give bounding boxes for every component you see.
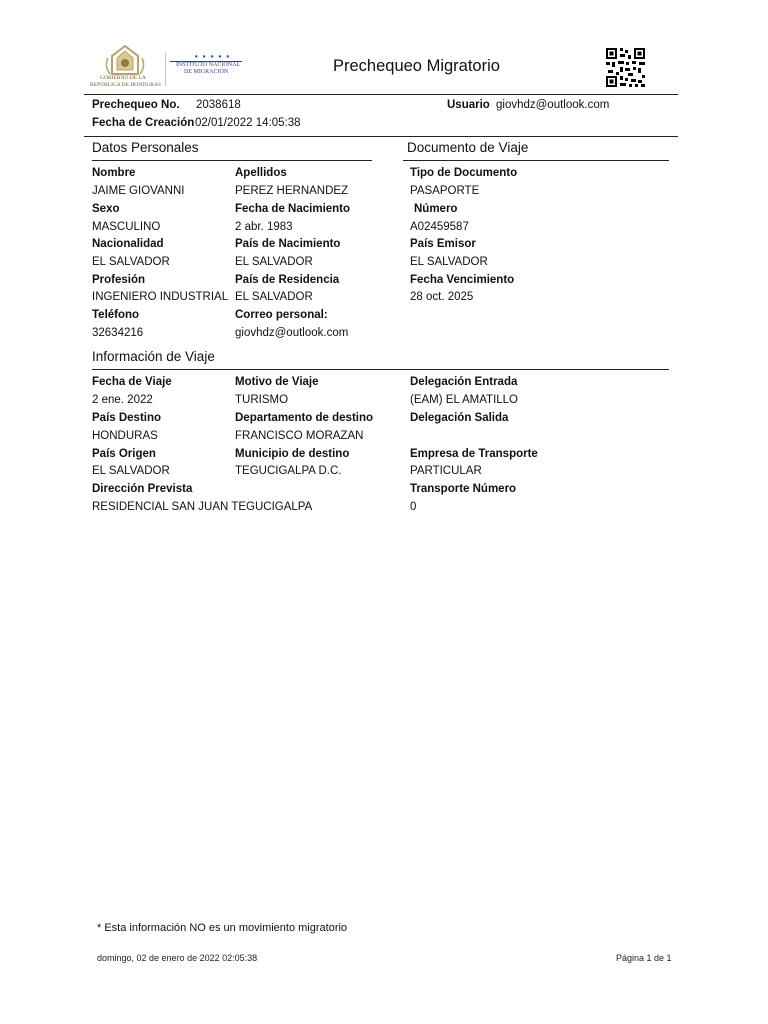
disclaimer-note: * Esta información NO es un movimiento migratorio (97, 922, 348, 934)
departamento-value: FRANCISCO MORAZAN (235, 430, 364, 442)
profesion-value: INGENIERO INDUSTRIAL (92, 291, 229, 303)
empresa-value: PARTICULAR (410, 465, 482, 477)
pais-origen-label: País Origen (92, 448, 156, 460)
nacimiento-label: Fecha de Nacimiento (235, 203, 351, 215)
nacionalidad-value: EL SALVADOR (92, 256, 170, 268)
travel-section-rule (92, 369, 669, 370)
entrada-value: (EAM) EL AMATILLO (410, 394, 518, 406)
pais-emisor-label: País Emisor (410, 238, 476, 250)
correo-value: giovhdz@outlook.com (235, 327, 349, 339)
profesion-label: Profesión (92, 274, 146, 286)
vencimiento-label: Fecha Vencimiento (410, 274, 515, 286)
sexo-value: MASCULINO (92, 221, 161, 233)
motivo-label: Motivo de Viaje (235, 376, 319, 388)
nombre-value: JAIME GIOVANNI (92, 185, 185, 197)
gov-logo-text-1: GOBIERNO DE LA (100, 75, 146, 81)
travel-section-title: Información de Viaje (92, 349, 215, 364)
personal-section-title: Datos Personales (92, 140, 199, 155)
page-title: Prechequeo Migratorio (333, 57, 500, 75)
inm-logo-text-1: INSTITUTO NACIONAL (176, 62, 241, 68)
apellidos-label: Apellidos (235, 167, 287, 179)
personal-section-rule (92, 160, 372, 161)
fecha-viaje-label: Fecha de Viaje (92, 376, 172, 388)
pais-destino-value: HONDURAS (92, 430, 158, 442)
motivo-value: TURISMO (235, 394, 289, 406)
apellidos-value: PEREZ HERNANDEZ (235, 185, 349, 197)
salida-label: Delegación Salida (410, 412, 509, 424)
user-value: giovhdz@outlook.com (496, 99, 610, 111)
pais-residencia-label: País de Residencia (235, 274, 340, 286)
footer-page-number: Página 1 de 1 (616, 953, 672, 963)
pais-emisor-value: EL SALVADOR (410, 256, 488, 268)
stars-icon: ★ ★ ★ ★ ★ (194, 54, 231, 60)
empresa-label: Empresa de Transporte (410, 448, 538, 460)
nombre-label: Nombre (92, 167, 136, 179)
municipio-value: TEGUCIGALPA D.C. (235, 465, 342, 477)
document-section-title: Documento de Viaje (407, 140, 529, 155)
numero-label: Número (414, 203, 458, 215)
nacimiento-value: 2 abr. 1983 (235, 221, 293, 233)
transporte-label: Transporte Número (410, 483, 517, 495)
departamento-label: Departamento de destino (235, 412, 374, 424)
correo-label: Correo personal: (235, 309, 328, 321)
qr-code-icon (606, 48, 645, 87)
footer-timestamp: domingo, 02 de enero de 2022 02:05:38 (97, 953, 258, 963)
telefono-label: Teléfono (92, 309, 140, 321)
header-rule (84, 94, 678, 95)
pais-nacimiento-value: EL SALVADOR (235, 256, 313, 268)
created-value: 02/01/2022 14:05:38 (195, 117, 301, 129)
logo-divider (165, 52, 166, 86)
precheck-label: Prechequeo No. (92, 99, 180, 111)
document-section-rule (403, 160, 669, 161)
municipio-label: Municipio de destino (235, 448, 350, 460)
precheck-value: 2038618 (196, 99, 241, 111)
created-label: Fecha de Creación (92, 117, 195, 129)
nacionalidad-label: Nacionalidad (92, 238, 164, 250)
tipo-documento-value: PASAPORTE (410, 185, 480, 197)
pais-destino-label: País Destino (92, 412, 162, 424)
transporte-value: 0 (410, 501, 417, 513)
direccion-value: RESIDENCIAL SAN JUAN TEGUCIGALPA (92, 501, 313, 513)
direccion-label: Dirección Prevista (92, 483, 193, 495)
gov-logo-text-2: REPÚBLICA DE HONDURAS (90, 82, 161, 88)
pais-origen-value: EL SALVADOR (92, 465, 170, 477)
numero-value: A02459587 (410, 221, 469, 233)
inm-logo-text-2: DE MIGRACIÓN (184, 69, 229, 75)
tipo-documento-label: Tipo de Documento (410, 167, 518, 179)
entrada-label: Delegación Entrada (410, 376, 518, 388)
vencimiento-value: 28 oct. 2025 (410, 291, 474, 303)
fecha-viaje-value: 2 ene. 2022 (92, 394, 153, 406)
inm-logo (170, 56, 246, 80)
pais-residencia-value: EL SALVADOR (235, 291, 313, 303)
telefono-value: 32634216 (92, 327, 144, 339)
user-label: Usuario (447, 99, 490, 111)
sexo-label: Sexo (92, 203, 120, 215)
gov-logo (86, 44, 164, 90)
meta-rule (84, 136, 678, 137)
pais-nacimiento-label: País de Nacimiento (235, 238, 341, 250)
